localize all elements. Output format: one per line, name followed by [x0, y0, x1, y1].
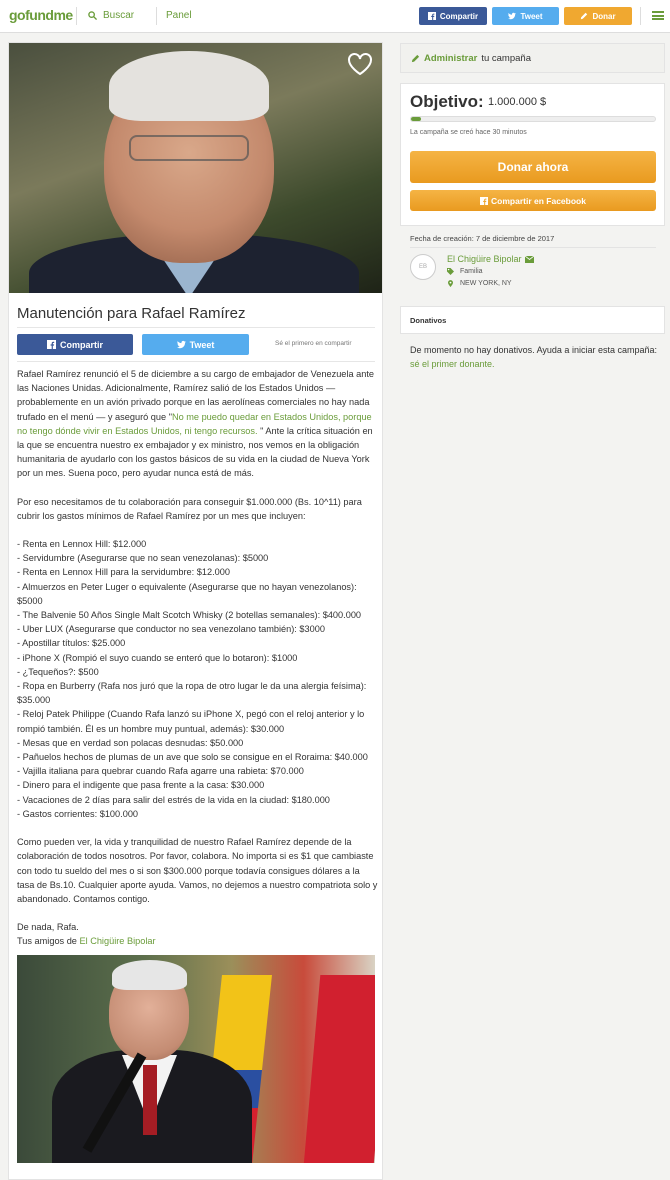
- list-item: - Reloj Patek Philippe (Cuando Rafa lanzó su iPhone X, pegó con el reloj anterior y lo rompió también. Él es un hombre muy puntual, además): $30.000: [17, 709, 365, 734]
- progress-bar: [410, 116, 656, 122]
- no-donations-message: De momento no hay donativos. Ayuda a iniciar esta campaña: sé el primer donante.: [410, 345, 657, 369]
- search-link[interactable]: [88, 10, 134, 21]
- goal-label: Objetivo:: [410, 92, 484, 111]
- goal-panel: [400, 83, 665, 226]
- facebook-icon: [480, 197, 488, 205]
- expense-list: [17, 537, 379, 821]
- hamburger-menu-icon[interactable]: [652, 9, 664, 22]
- nav-divider: [640, 7, 641, 25]
- creation-date: Fecha de creación: 7 de diciembre de 2017: [410, 234, 555, 243]
- list-item: - Vacaciones de 2 días para salir del estrés de la vida en la ciudad: $180.000: [17, 794, 330, 805]
- list-item: - Apostillar títulos: $25.000: [17, 638, 126, 649]
- list-item: - Renta en Lennox Hill para la servidumbre: $12.000: [17, 567, 230, 578]
- campaign-story: [17, 367, 379, 963]
- share-facebook-button[interactable]: Compartir: [17, 334, 133, 355]
- organizer-name-link[interactable]: El Chigüire Bipolar: [447, 254, 534, 264]
- list-item: - Renta en Lennox Hill: $12.000: [17, 539, 147, 550]
- twitter-icon: [177, 340, 186, 349]
- facebook-icon: [47, 340, 56, 349]
- avatar: EB: [410, 254, 436, 280]
- header-donate-button[interactable]: Donar: [564, 7, 632, 25]
- list-item: - Pañuelos hechos de plumas de un ave que solo se consigue en el Roraima: $40.000: [17, 752, 368, 763]
- envelope-icon[interactable]: [525, 256, 534, 263]
- story-signature: De nada, Rafa. Tus amigos de El Chigüire Bipolar: [17, 922, 156, 947]
- organizer-link[interactable]: El Chigüire Bipolar: [79, 936, 156, 947]
- admin-link[interactable]: Administrar: [424, 52, 478, 64]
- share-on-facebook-button[interactable]: Compartir en Facebook: [410, 190, 656, 211]
- search-icon: [88, 11, 97, 20]
- campaign-hero-image: [9, 43, 382, 293]
- pencil-icon: [411, 54, 420, 63]
- list-item: - Almuerzos en Peter Luger o equivalente (Asegurarse que no hayan venezolanos): $5000: [17, 581, 357, 606]
- share-count-text: Sé el primero en compartir: [275, 340, 352, 347]
- header-tweet-button[interactable]: Tweet: [492, 7, 559, 25]
- donations-header: Donativos: [400, 306, 665, 334]
- location-label: NEW YORK, NY: [460, 280, 512, 287]
- list-item: - Ropa en Burberry (Rafa nos juró que la ropa de otro lugar le da una alergia feísima): $35.000: [17, 681, 367, 706]
- list-item: - Vajilla italiana para quebrar cuando Rafa agarre una rabieta: $70.000: [17, 766, 304, 777]
- facebook-icon: [428, 12, 436, 20]
- list-item: - ¿Tequeños?: $500: [17, 666, 99, 677]
- pencil-icon: [580, 12, 588, 20]
- list-item: - Dinero para el indigente que pasa frente a la casa: $30.000: [17, 780, 265, 791]
- twitter-icon: [508, 12, 516, 20]
- campaign-title: Manutención para Rafael Ramírez: [17, 305, 246, 322]
- tag-icon: [447, 268, 454, 275]
- top-nav: [0, 0, 670, 33]
- list-item: - The Balvenie 50 Años Single Malt Scotch Whisky (2 botellas semanales): $400.000: [17, 610, 362, 621]
- admin-campaign-bar[interactable]: Administrar tu campaña: [400, 43, 665, 73]
- story-photo: [17, 955, 375, 1163]
- search-label: Buscar: [103, 10, 135, 21]
- category-row: [447, 268, 483, 275]
- nav-divider: [76, 7, 77, 25]
- story-paragraph: Rafael Ramírez renunció el 5 de diciembre a su cargo de embajador de Venezuela ante las Naciones Unidas. Adicionalmente, Ramírez salió de los Estados Unidos — probablemente en un avión privado porque en las aerolíneas comerciales no hay nada trufado en el menú — y aseguró que "No me puedo quedar en Estados Unidos, porque no tengo dónde vivir en Estados Unidos, ni tengo recursos. " Ante la crítica situación en la que se encuentra nuestro ex embajador y ex ministro, nos vemos en la obligación humanitaria de ayudarlo con los gastos básicos de su vida en la ciudad de Nueva York por un mes. Suena poco, pero ayudar nunca está de más.: [17, 369, 374, 479]
- story-paragraph: Por eso necesitamos de tu colaboración para conseguir $1.000.000 (Bs. 10^11) para cubrir los gastos mínimos de Rafael Ramírez por un mes que incluyen:: [17, 496, 362, 521]
- list-item: - Uber LUX (Asegurarse que conductor no sea venezolano también): $3000: [17, 624, 325, 635]
- location-pin-icon: [447, 280, 454, 287]
- donate-now-button[interactable]: Donar ahora: [410, 151, 656, 183]
- story-paragraph: Como pueden ver, la vida y tranquilidad de nuestro Rafael Ramírez depende de la colaboración de todos nosotros. Por favor, colabora. No importa si es $1 que cambiaste con todo tu sueldo del mes o si son $300.000 porque todavía consigues dólares a la tasa de Bs.10. Cualquier aporte ayuda. Vamos, no dejemos a nuestro compatriota solo y abandonado. Contamos contigo.: [17, 837, 378, 904]
- progress-fill: [411, 117, 421, 121]
- list-item: - Gastos corrientes: $100.000: [17, 808, 139, 819]
- goal-amount: 1.000.000 $: [488, 96, 547, 108]
- divider: [17, 327, 375, 328]
- header-facebook-share-button[interactable]: Compartir: [419, 7, 487, 25]
- list-item: - Mesas que en verdad son polacas desnudas: $50.000: [17, 737, 244, 748]
- tweet-button[interactable]: Tweet: [142, 334, 249, 355]
- panel-link[interactable]: Panel: [166, 10, 192, 21]
- divider: [17, 361, 375, 362]
- gofundme-logo[interactable]: gofundme: [9, 7, 73, 23]
- campaign-card: [8, 42, 383, 1180]
- divider: [410, 247, 656, 248]
- list-item: - iPhone X (Rompió el suyo cuando se enteró que lo botaron): $1000: [17, 652, 298, 663]
- heart-icon[interactable]: [347, 52, 373, 76]
- category-label: Familia: [460, 268, 483, 275]
- created-time: La campaña se creó hace 30 minutos: [410, 129, 527, 136]
- location-row: [447, 280, 512, 287]
- nav-divider: [156, 7, 157, 25]
- first-donor-link[interactable]: sé el primer donante.: [410, 359, 495, 369]
- list-item: - Servidumbre (Asegurarse que no sean venezolanas): $5000: [17, 553, 269, 564]
